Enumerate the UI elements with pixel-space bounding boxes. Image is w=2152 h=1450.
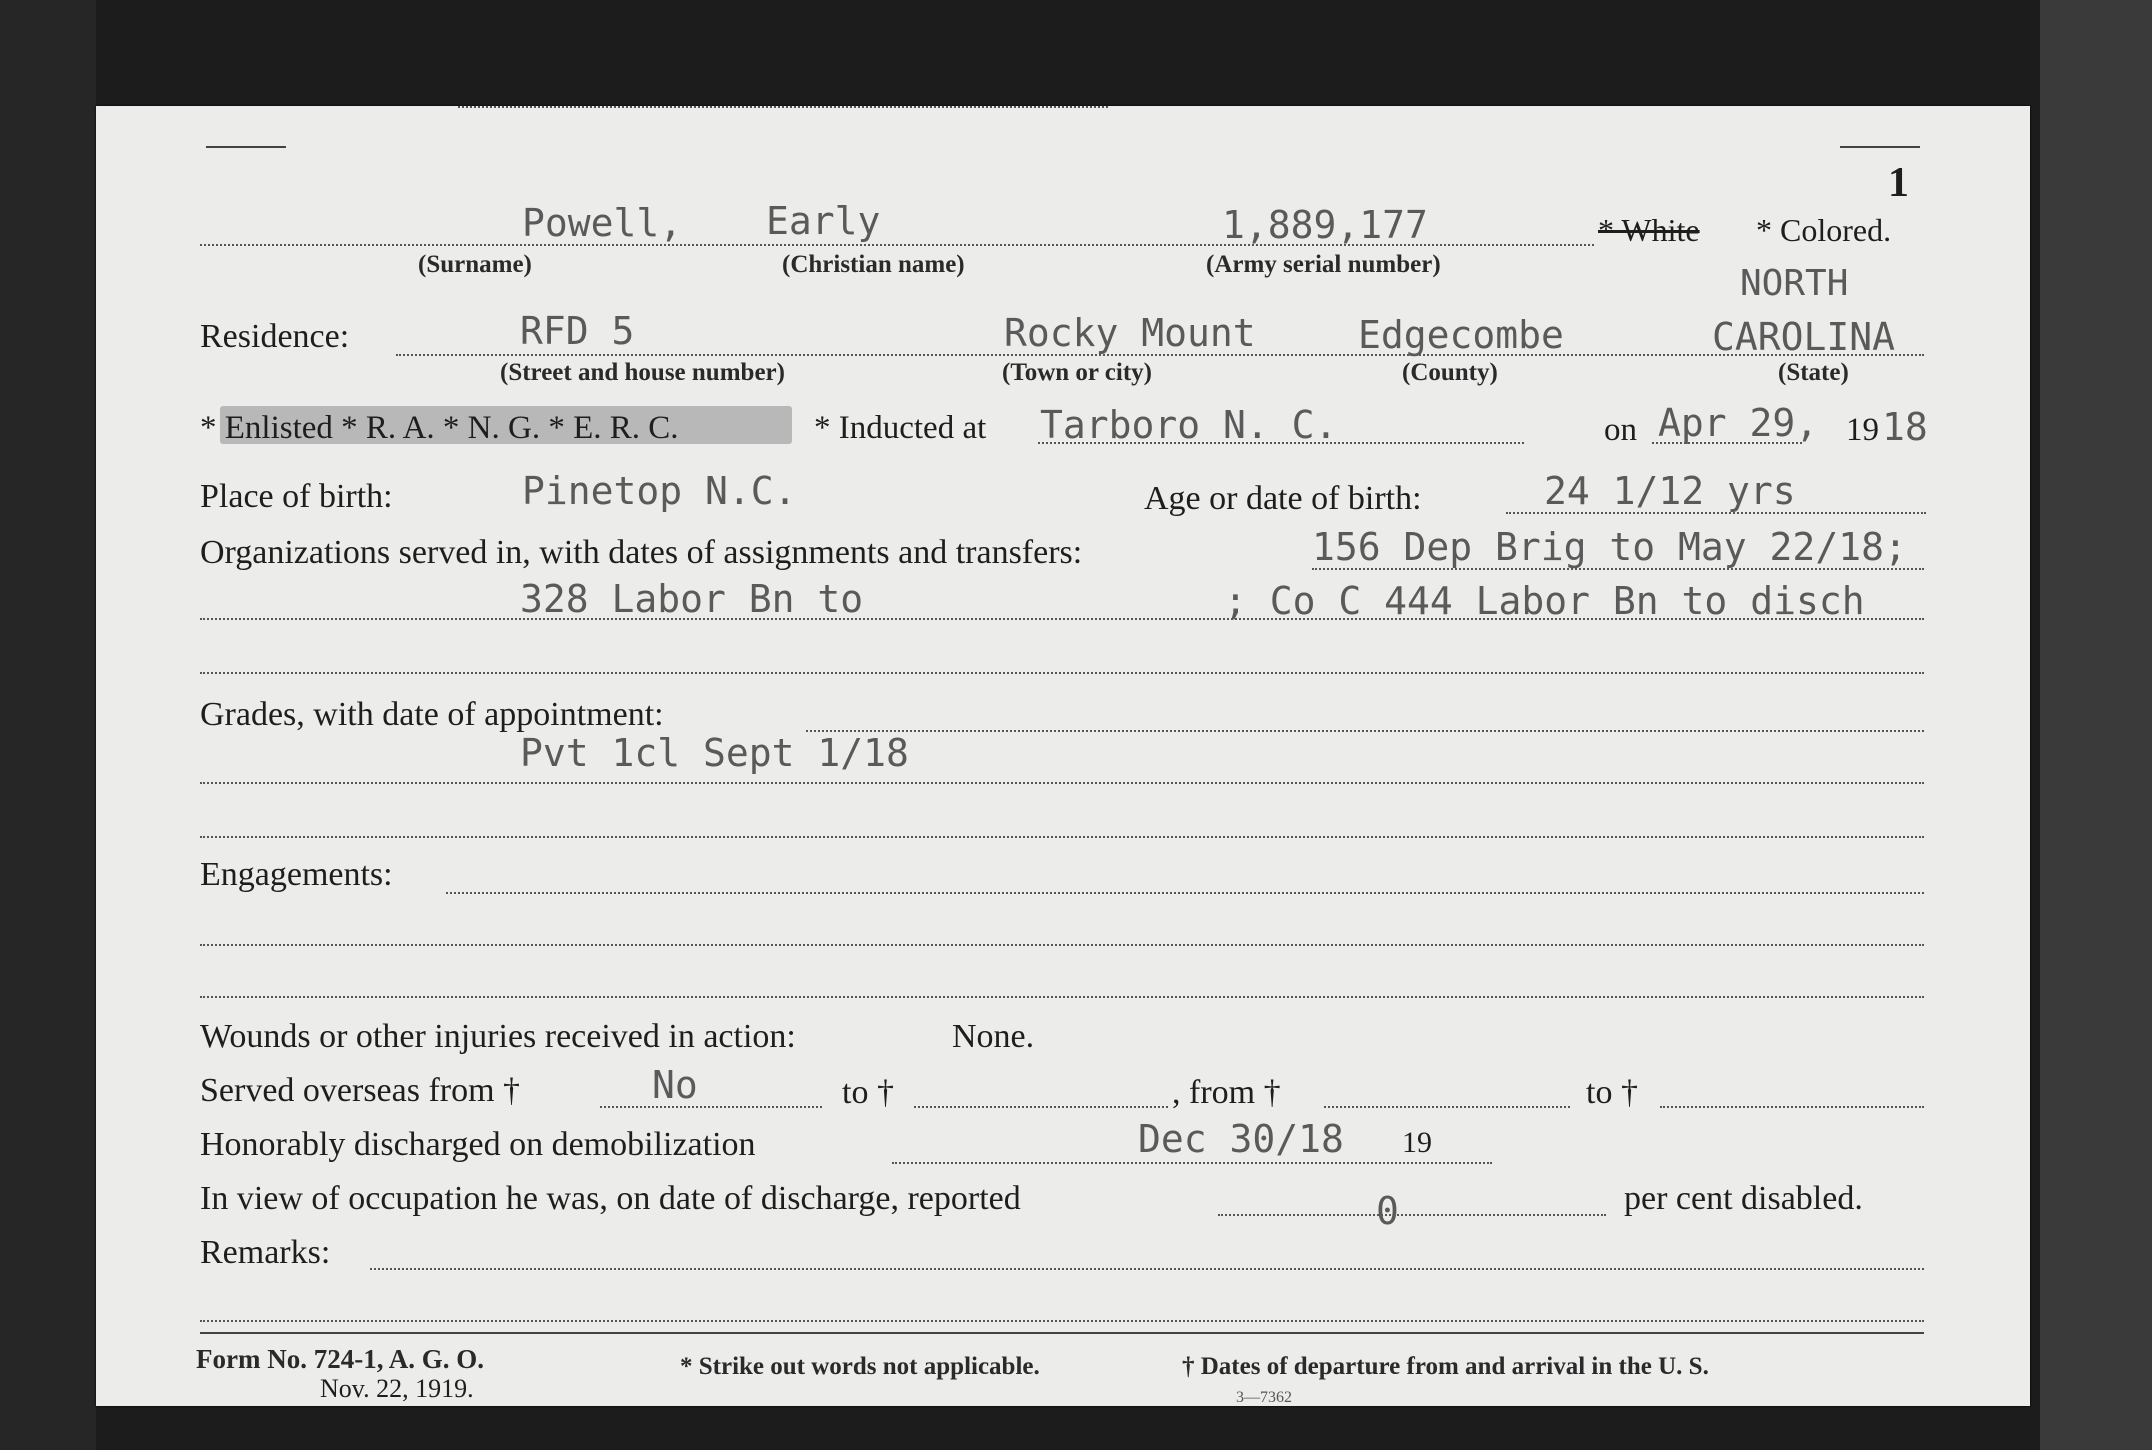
race-colored-option: * Colored. xyxy=(1756,212,1892,248)
card-number: 1 xyxy=(1888,160,1909,206)
overseas-from2-line xyxy=(1324,1106,1570,1108)
birthplace-line xyxy=(458,106,1108,108)
disabled-line xyxy=(1218,1214,1606,1216)
wounds-value: None. xyxy=(952,1018,1035,1055)
county-caption: (County) xyxy=(1402,359,1498,386)
inducted-label: * Inducted at xyxy=(814,410,987,446)
organizations-value-line2b: ; Co C 444 Labor Bn to disch xyxy=(1224,579,1865,623)
grades-value: Pvt 1cl Sept 1/18 xyxy=(520,731,909,775)
overseas-to2-line xyxy=(1660,1106,1924,1108)
disabled-label: per cent disabled. xyxy=(1624,1180,1863,1217)
birthplace-value: Pinetop N.C. xyxy=(522,469,797,513)
top-right-rule xyxy=(1840,146,1920,148)
organizations-label: Organizations served in, with dates of assignments and transfers: xyxy=(200,534,1083,571)
serial-number-value: 1,889,177 xyxy=(1222,203,1428,247)
remarks-line2 xyxy=(200,1320,1924,1322)
grades-line2 xyxy=(200,782,1924,784)
engagements-label: Engagements: xyxy=(200,856,393,893)
grades-line1 xyxy=(806,730,1924,732)
remarks-label: Remarks: xyxy=(200,1234,331,1271)
surname-value: Powell, xyxy=(522,201,683,245)
overseas-value: No xyxy=(652,1063,698,1107)
on-label: on xyxy=(1604,412,1637,448)
state-caption: (State) xyxy=(1778,359,1849,386)
form-number: Form No. 724-1, A. G. O. xyxy=(196,1344,484,1374)
age-value: 24 1/12 yrs xyxy=(1544,469,1796,513)
christian-name-value: Early xyxy=(766,199,881,243)
discharged-label: Honorably discharged on demobilization xyxy=(200,1126,756,1163)
grades-label: Grades, with date of appointment: xyxy=(200,696,664,733)
inducted-date-value: Apr 29, xyxy=(1658,401,1819,445)
footnote-dates: † Dates of departure from and arrival in the U. S. xyxy=(1182,1353,1709,1380)
occupation-label: In view of occupation he was, on date of discharge, reported xyxy=(200,1180,1021,1217)
discharged-year-prefix: 19 xyxy=(1402,1126,1432,1159)
film-border-left xyxy=(0,0,96,1450)
discharged-date-value: Dec 30/18 xyxy=(1138,1117,1344,1161)
top-left-rule xyxy=(206,146,286,148)
organizations-value-line2a: 328 Labor Bn to xyxy=(520,577,864,621)
year-suffix-value: 18 xyxy=(1882,405,1928,449)
overseas-to-label: to † xyxy=(842,1074,894,1111)
overseas-to-line xyxy=(914,1106,1168,1108)
footer-rule xyxy=(200,1332,1924,1334)
race-white-option: * White xyxy=(1598,212,1700,248)
residence-town-value: Rocky Mount xyxy=(1004,311,1256,355)
organizations-line3 xyxy=(200,672,1924,674)
print-code: 3—7362 xyxy=(1236,1389,1292,1406)
birthplace-label: Place of birth: xyxy=(200,478,393,515)
engagements-line2 xyxy=(200,944,1924,946)
organizations-value-line1: 156 Dep Brig to May 22/18; xyxy=(1312,525,1907,569)
state-value-line1: NORTH xyxy=(1740,263,1849,304)
engagements-line1 xyxy=(446,892,1924,894)
enlisted-options: * Enlisted * R. A. * N. G. * E. R. C. xyxy=(200,410,679,446)
overseas-to2-label: to † xyxy=(1586,1074,1638,1111)
form-date: Nov. 22, 1919. xyxy=(320,1374,474,1403)
overseas-from2-label: , from † xyxy=(1172,1074,1281,1111)
christian-name-caption: (Christian name) xyxy=(782,251,965,278)
engagements-line3 xyxy=(200,996,1924,998)
wounds-label: Wounds or other injuries received in action: xyxy=(200,1018,796,1055)
overseas-from-line xyxy=(600,1106,822,1108)
residence-street-value: RFD 5 xyxy=(520,309,635,353)
grades-line3 xyxy=(200,836,1924,838)
street-caption: (Street and house number) xyxy=(500,359,785,386)
state-value-line2: CAROLINA xyxy=(1712,315,1896,359)
service-record-card xyxy=(96,106,2030,1406)
inducted-at-value: Tarboro N. C. xyxy=(1040,403,1338,447)
overseas-label: Served overseas from † xyxy=(200,1072,521,1109)
footnote-strike: * Strike out words not applicable. xyxy=(680,1353,1040,1380)
town-caption: (Town or city) xyxy=(1002,359,1152,386)
residence-label: Residence: xyxy=(200,318,350,355)
film-border-right xyxy=(2040,0,2152,1450)
year-prefix: 19 xyxy=(1846,412,1879,448)
discharged-line xyxy=(892,1162,1492,1164)
surname-caption: (Surname) xyxy=(418,251,532,278)
age-label: Age or date of birth: xyxy=(1144,480,1422,517)
serial-caption: (Army serial number) xyxy=(1206,251,1441,278)
residence-county-value: Edgecombe xyxy=(1358,313,1564,357)
remarks-line1 xyxy=(370,1268,1924,1270)
disabled-value: 0 xyxy=(1376,1189,1399,1233)
